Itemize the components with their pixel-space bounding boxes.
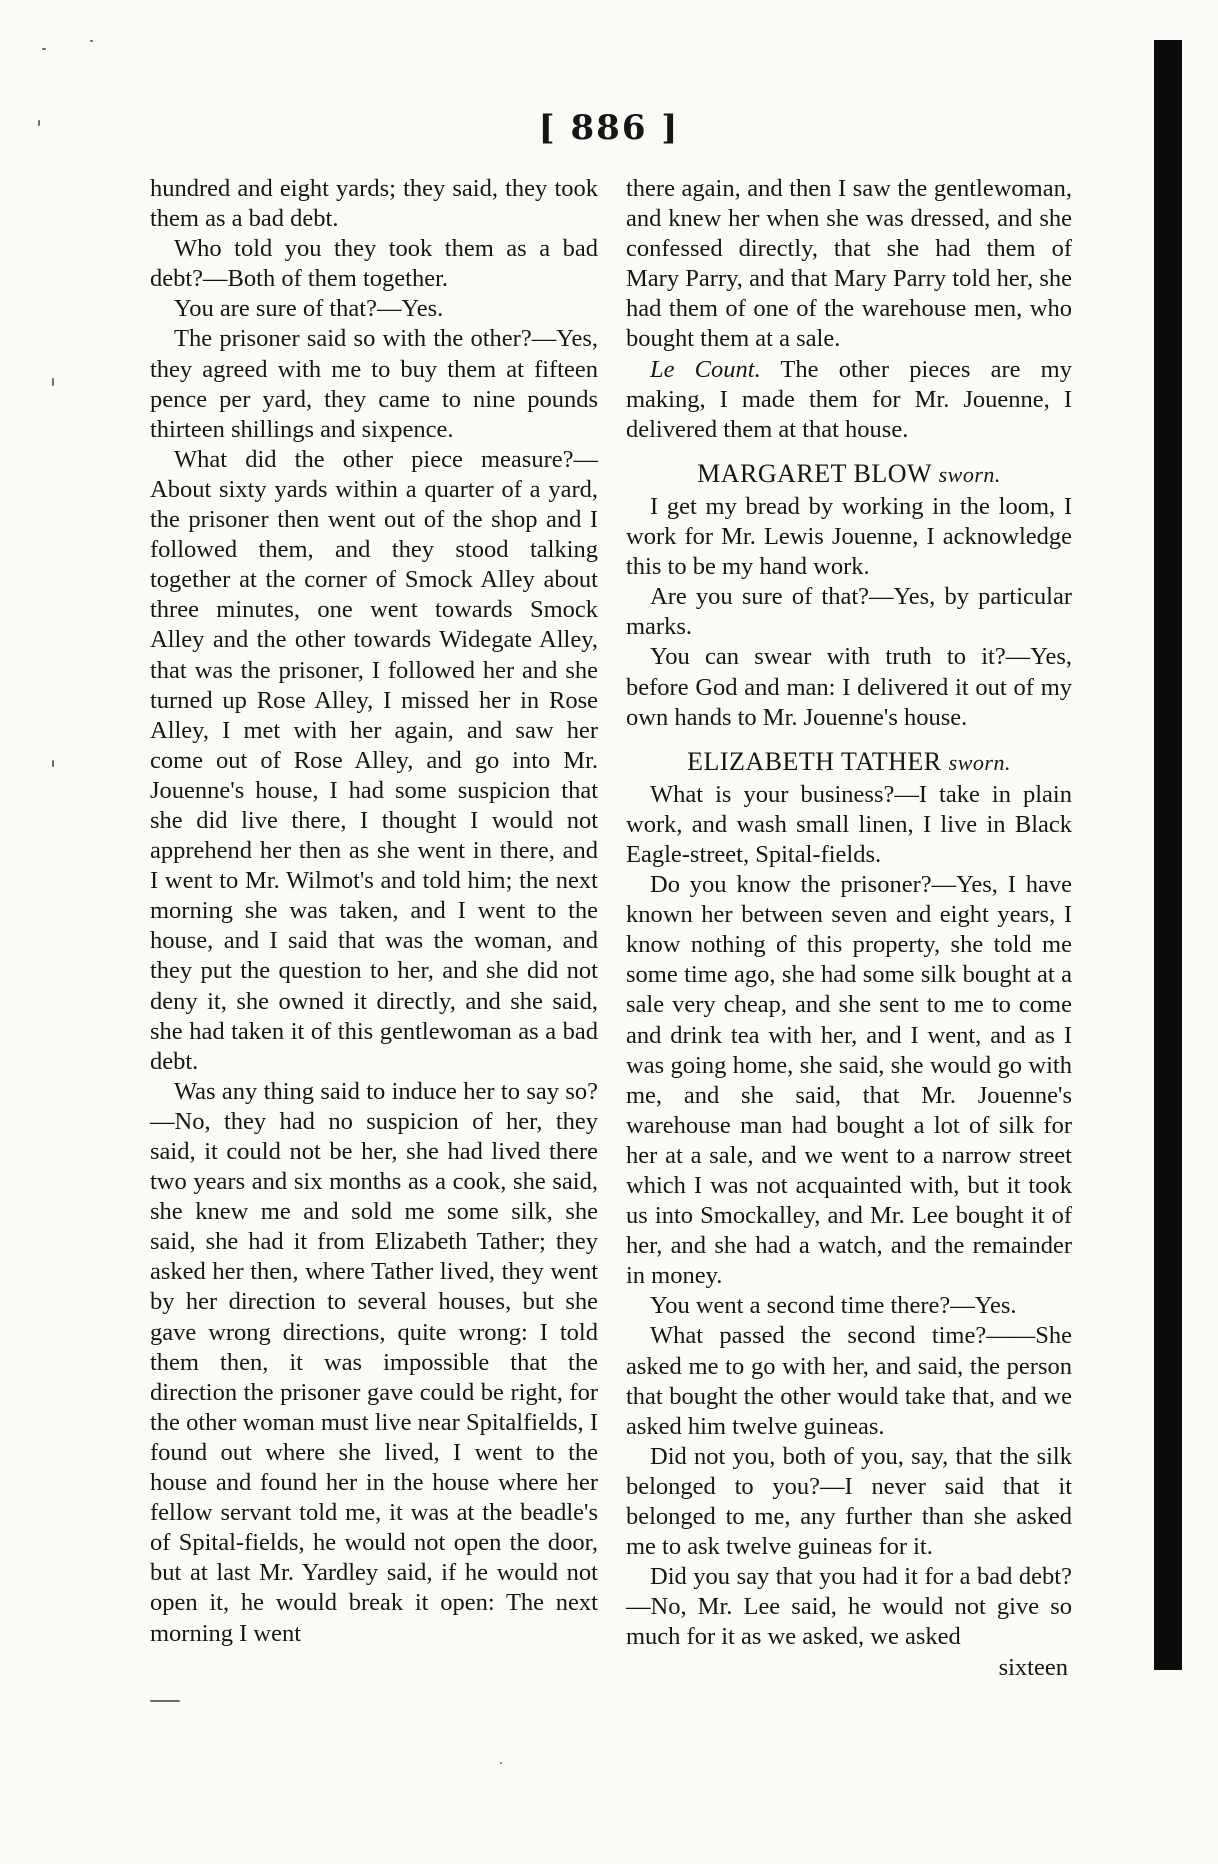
paragraph: there again, and then I saw the gentlewoman, and knew her when she was dressed, and she confessed directly, that she had them of Mary Parry, and that Mary Parry told her, she had them of one of the warehouse men, who bought them at a sale.: [626, 175, 1072, 353]
page-number: [ 886 ]: [538, 108, 680, 148]
witness-name: ELIZABETH TATHER: [687, 746, 942, 776]
paragraph: hundred and eight yards; they said, they took them as a bad debt.: [150, 175, 598, 233]
sworn-label: sworn.: [938, 461, 1001, 487]
paragraph: What passed the second time?——She asked me to go with her, and said, the person that bought the other would take that, and we asked him twelve guineas.: [626, 1322, 1072, 1440]
paragraph: Was any thing said to induce her to say so?—No, they had no suspicion of her, they said, it could not be her, she had lived there two years and six months as a cook, she said, she knew me and sold me some silk, she said, she had it from Elizabeth Tather; they asked her then, where Tather lived, they went by her direction to several houses, but she gave wrong directions, quite wrong: I told them then, it was impossible that the direction the prisoner gave could be right, for the other woman must live near Spitalfields, I found out where she lived, I went to the house and found her in the house where her fellow servant told me, it was at the beadle's of Spital-fields, he would not open the door, but at last Mr. Yardley said, if he would not open it, he would break it open: The next morning I went: [150, 1077, 598, 1647]
speaker-text: The other pieces are my making, I made them for Mr. Jouenne, I delivered them at that house.: [626, 355, 1072, 443]
paragraph: Who told you they took them as a bad debt?—Both of them together.: [150, 235, 598, 293]
paragraph: Did you say that you had it for a bad debt?—No, Mr. Lee said, he would not give so much for it as we asked, we asked: [626, 1563, 1072, 1651]
witness-name: MARGARET BLOW: [697, 458, 932, 488]
paragraph: The prisoner said so with the other?—Yes, they agreed with me to buy them at fifteen pence per yard, they came to nine pounds thirteen shillings and sixpence.: [150, 325, 598, 443]
paragraph: You went a second time there?—Yes.: [650, 1292, 1017, 1320]
scan-speck: [150, 1700, 180, 1702]
sworn-label: sworn.: [948, 749, 1011, 775]
scan-speck: [42, 48, 46, 50]
catchword: sixteen: [998, 1653, 1068, 1681]
scan-speck: [500, 1762, 502, 1764]
witness-heading: [626, 747, 1072, 778]
paragraph: Did not you, both of you, say, that the silk belonged to you?—I never said that it belonged to me, any further than she asked me to ask twelve guineas for it.: [626, 1442, 1072, 1561]
scan-speck: [52, 378, 54, 386]
witness-heading: [626, 459, 1072, 490]
paragraph: What did the other piece measure?—About sixty yards within a quarter of a yard, the prisoner then went out of the shop and I followed them, and they stood talking together at the corner of Smock Alley about three minutes, one went towards Smock Alley and the other towards Widegate Alley, that was the prisoner, I followed her and she turned up Rose Alley, I missed her in Rose Alley, I met with her again, and saw her come out of Rose Alley, and go into Mr. Jouenne's house, I had some suspicion that she did live there, I thought I would not apprehend her then as she went in there, and I went to Mr. Wilmot's and told him; the next morning she was taken, and I went to the house, and I said that was the woman, and they put the question to her, and she did not deny it, she owned it directly, and she said, she had taken it of this gentlewoman as a bad debt.: [150, 445, 598, 1075]
scan-edge-bar: [1154, 40, 1182, 1670]
paragraph: Are you sure of that?—Yes, by particular marks.: [626, 583, 1072, 641]
scan-speck: [52, 760, 54, 767]
paragraph: [626, 355, 1072, 445]
scan-speck: [90, 40, 93, 42]
paragraph: You are sure of that?—Yes.: [174, 295, 444, 323]
paragraph: What is your business?—I take in plain work, and wash small linen, I live in Black Eagle-street, Spital-fields.: [626, 780, 1072, 868]
paragraph: I get my bread by working in the loom, I work for Mr. Lewis Jouenne, I acknowledge this to be my hand work.: [626, 492, 1072, 581]
right-column: [626, 174, 1072, 1683]
paragraph: You can swear with truth to it?—Yes, before God and man: I delivered it out of my own hands to Mr. Jouenne's house.: [626, 643, 1072, 731]
paragraph: Do you know the prisoner?—Yes, I have known her between seven and eight years, I know nothing of this property, she told me some time ago, she had some silk bought at a sale very cheap, and she sent to me to come and drink tea with her, and I went, and as I was going home, she said, she would go with me, and she said, that Mr. Jouenne's warehouse man had bought a lot of silk for her at a sale, and we went to a narrow street which I was not acquainted with, but it took us into Smockalley, and Mr. Lee bought it of her, and she had a watch, and the remainder in money.: [626, 871, 1072, 1290]
speaker-name: Le Count.: [650, 355, 761, 383]
left-column: [150, 174, 598, 1649]
